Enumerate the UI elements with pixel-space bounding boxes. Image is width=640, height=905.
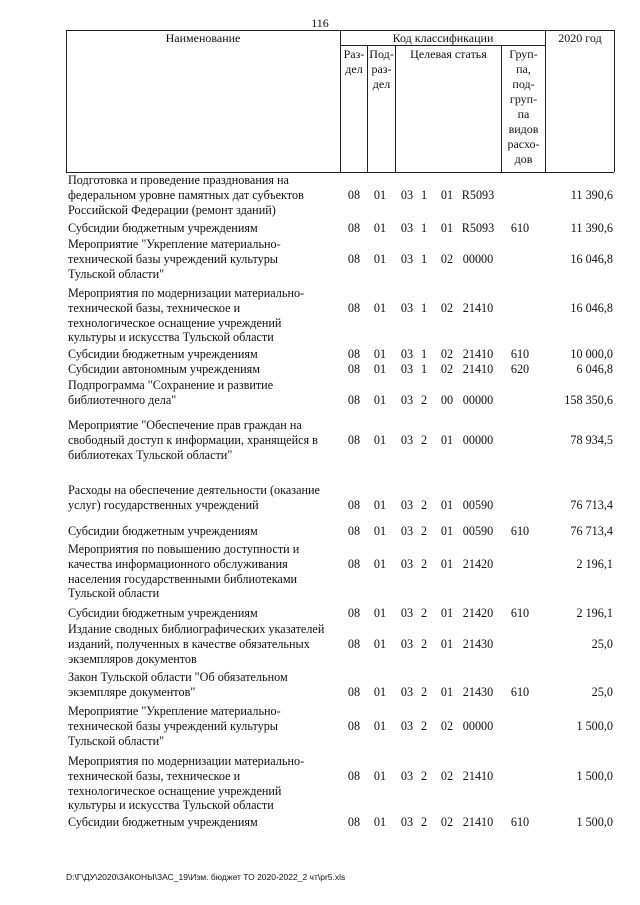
row-name-line: Тульской области" xyxy=(68,266,165,281)
header-right-border xyxy=(614,30,615,172)
row-name-line: культуры и искусства Тульской области xyxy=(68,798,274,813)
row-code-vr: 610 xyxy=(510,221,530,235)
row-code-c1: 03 xyxy=(400,556,414,571)
row-name-line: культуры и искусства Тульской области xyxy=(68,330,274,345)
row-code-c2: 2 xyxy=(420,497,428,512)
row-code-c2: 1 xyxy=(420,221,428,235)
row-name-line: Субсидии бюджетным учреждениям xyxy=(68,815,258,829)
row-name-line: Мероприятие "Укрепление материально- xyxy=(68,237,281,251)
row-name-line: технологическое оснащение учреждений xyxy=(68,315,282,330)
header-expense-group xyxy=(502,47,545,167)
row-code-rz: 08 xyxy=(347,606,361,620)
row-code-c3: 02 xyxy=(440,815,454,829)
row-code-c1: 03 xyxy=(400,347,414,361)
row-code-c1: 03 xyxy=(400,187,414,202)
row-amount: 25,0 xyxy=(591,684,613,699)
row-code-c4: 00000 xyxy=(462,718,494,733)
header-group-line: расхо- xyxy=(507,137,540,151)
row-code-pr: 01 xyxy=(373,556,387,571)
row-code-rz: 08 xyxy=(347,347,361,361)
row-code-rz: 08 xyxy=(347,768,361,783)
row-name-line: Тульской области" xyxy=(68,733,165,748)
row-name-line: населения государственными библиотеками xyxy=(68,571,298,586)
row-code-c4: 21410 xyxy=(462,362,494,376)
row-name-line: Субсидии автономным учреждениям xyxy=(68,362,260,376)
row-code-c1: 03 xyxy=(400,392,414,407)
row-code-rz: 08 xyxy=(347,718,361,733)
row-code-pr: 01 xyxy=(373,187,387,202)
row-code-vr: 610 xyxy=(510,815,530,829)
row-code-c4: 21410 xyxy=(462,300,494,315)
row-name-line: Подпрограмма "Сохранение и развитие xyxy=(68,378,274,392)
row-name xyxy=(68,670,340,700)
row-code-c1: 03 xyxy=(400,606,414,620)
header-group-line: па xyxy=(517,107,530,121)
row-code-c2: 2 xyxy=(420,556,428,571)
row-code-c4: R5093 xyxy=(461,221,495,235)
row-code-pr: 01 xyxy=(373,606,387,620)
row-code-rz: 08 xyxy=(347,524,361,538)
row-name xyxy=(68,704,340,748)
row-name-line: изданий, полученных в качестве обязательных xyxy=(68,636,310,651)
row-name xyxy=(68,754,340,813)
row-amount: 158 350,6 xyxy=(564,392,613,407)
row-code-c3: 02 xyxy=(440,251,454,266)
row-name xyxy=(68,622,340,666)
header-razdel-line: Раз- xyxy=(343,47,365,61)
row-code-rz: 08 xyxy=(347,636,361,651)
row-code-c4: 21430 xyxy=(462,636,494,651)
row-code-c2: 2 xyxy=(420,432,428,447)
row-code-c4: 00000 xyxy=(462,392,494,407)
header-group-line: дов xyxy=(514,152,533,166)
row-code-pr: 01 xyxy=(373,392,387,407)
row-name xyxy=(68,286,340,345)
row-code-c3: 02 xyxy=(440,362,454,376)
header-razdel xyxy=(341,47,367,77)
row-name-line: Субсидии бюджетным учреждениям xyxy=(68,524,258,538)
row-code-c1: 03 xyxy=(400,251,414,266)
row-name xyxy=(68,542,340,601)
row-code-pr: 01 xyxy=(373,636,387,651)
row-code-c4: R5093 xyxy=(461,187,495,202)
row-code-rz: 08 xyxy=(347,497,361,512)
row-code-c1: 03 xyxy=(400,524,414,538)
row-name-line: Тульской области xyxy=(68,586,160,601)
header-group-line: под- xyxy=(512,77,535,91)
row-amount: 11 390,6 xyxy=(570,221,613,235)
row-code-pr: 01 xyxy=(373,718,387,733)
header-divider-year xyxy=(545,30,546,172)
row-name xyxy=(68,362,340,377)
row-code-c2: 1 xyxy=(420,300,428,315)
row-code-c2: 1 xyxy=(420,187,428,202)
row-code-c4: 21430 xyxy=(462,684,494,699)
row-name-line: технической базы, техническое и xyxy=(68,300,241,315)
row-code-c3: 01 xyxy=(440,497,454,512)
row-code-pr: 01 xyxy=(373,815,387,829)
row-code-c1: 03 xyxy=(400,768,414,783)
row-amount: 16 046,8 xyxy=(570,251,613,266)
row-code-c2: 2 xyxy=(420,392,428,407)
row-name xyxy=(68,524,340,539)
row-name xyxy=(68,483,340,513)
header-year: 2020 год xyxy=(558,31,602,45)
row-code-c2: 2 xyxy=(420,768,428,783)
row-code-c1: 03 xyxy=(400,815,414,829)
row-name xyxy=(68,347,340,362)
row-code-c4: 21420 xyxy=(462,556,494,571)
row-code-c2: 2 xyxy=(420,524,428,538)
row-code-pr: 01 xyxy=(373,347,387,361)
row-code-rz: 08 xyxy=(347,187,361,202)
row-code-c1: 03 xyxy=(400,718,414,733)
row-code-c4: 00590 xyxy=(462,497,494,512)
row-code-c3: 01 xyxy=(440,556,454,571)
row-name-line: Расходы на обеспечение деятельности (оказание xyxy=(68,483,320,497)
row-name-line: качества информационного обслуживания xyxy=(68,556,288,571)
page-number: 116 xyxy=(311,16,329,30)
row-name xyxy=(68,221,340,236)
row-code-pr: 01 xyxy=(373,251,387,266)
row-code-vr: 620 xyxy=(510,362,530,376)
row-amount: 1 500,0 xyxy=(576,815,613,829)
row-code-pr: 01 xyxy=(373,768,387,783)
row-code-rz: 08 xyxy=(347,221,361,235)
row-code-pr: 01 xyxy=(373,300,387,315)
header-podrazdel-line: дел xyxy=(372,77,391,91)
row-code-rz: 08 xyxy=(347,362,361,376)
header-left-border xyxy=(66,30,67,172)
row-code-c2: 2 xyxy=(420,606,428,620)
row-code-c4: 21410 xyxy=(462,815,494,829)
row-name-line: технологическое оснащение учреждений xyxy=(68,783,282,798)
row-name xyxy=(68,418,340,462)
header-razdel-line: дел xyxy=(345,62,363,76)
row-name-line: Российской Федерации (ремонт зданий) xyxy=(68,202,276,217)
row-amount: 16 046,8 xyxy=(570,300,613,315)
row-code-c1: 03 xyxy=(400,221,414,235)
row-code-c2: 2 xyxy=(420,718,428,733)
header-podrazdel-line: раз- xyxy=(371,62,392,76)
row-name-line: Субсидии бюджетным учреждениям xyxy=(68,221,258,235)
row-code-rz: 08 xyxy=(347,684,361,699)
header-group-line: груп- xyxy=(509,92,538,106)
row-code-c1: 03 xyxy=(400,362,414,376)
row-code-rz: 08 xyxy=(347,300,361,315)
row-code-c1: 03 xyxy=(400,684,414,699)
row-name-line: экземпляре документов" xyxy=(68,684,196,699)
row-code-pr: 01 xyxy=(373,432,387,447)
row-name-line: Мероприятие "Укрепление материально- xyxy=(68,704,281,718)
row-name xyxy=(68,173,340,217)
row-name-line: Мероприятия по повышению доступности и xyxy=(68,542,300,556)
row-name xyxy=(68,815,340,830)
row-code-c3: 01 xyxy=(440,524,454,538)
row-code-pr: 01 xyxy=(373,497,387,512)
row-code-rz: 08 xyxy=(347,432,361,447)
row-code-vr: 610 xyxy=(510,684,530,699)
row-name-line: Субсидии бюджетным учреждениям xyxy=(68,347,258,361)
row-code-c4: 21410 xyxy=(462,768,494,783)
row-amount: 2 196,1 xyxy=(576,606,613,620)
row-code-c4: 00590 xyxy=(462,524,494,538)
row-amount: 10 000,0 xyxy=(570,347,613,361)
header-podrazdel xyxy=(368,47,395,92)
row-code-c1: 03 xyxy=(400,432,414,447)
row-name-line: Подготовка и проведение празднования на xyxy=(68,173,289,187)
row-code-c4: 21420 xyxy=(462,606,494,620)
row-code-c3: 02 xyxy=(440,768,454,783)
row-amount: 25,0 xyxy=(591,636,613,651)
row-amount: 2 196,1 xyxy=(576,556,613,571)
header-podrazdel-line: Под- xyxy=(369,47,394,61)
header-divider-podrazdel xyxy=(395,45,396,172)
row-code-c2: 1 xyxy=(420,251,428,266)
header-group-line: па, xyxy=(516,62,531,76)
row-code-pr: 01 xyxy=(373,221,387,235)
header-group-line: Груп- xyxy=(509,47,538,61)
row-name-line: Мероприятия по модернизации материально- xyxy=(68,754,305,768)
row-code-pr: 01 xyxy=(373,362,387,376)
row-code-c2: 2 xyxy=(420,684,428,699)
row-code-c4: 21410 xyxy=(462,347,494,361)
row-name xyxy=(68,606,340,621)
row-code-c4: 00000 xyxy=(462,432,494,447)
row-name-line: Издание сводных библиографических указателей xyxy=(68,622,325,636)
row-code-c2: 1 xyxy=(420,362,428,376)
header-group-line: видов xyxy=(508,122,539,136)
row-name-line: библиотечного дела" xyxy=(68,392,177,407)
row-name-line: технической базы, техническое и xyxy=(68,768,241,783)
row-code-vr: 610 xyxy=(510,347,530,361)
row-code-c1: 03 xyxy=(400,497,414,512)
row-name-line: технической базы учреждений культуры xyxy=(68,718,278,733)
row-name-line: федеральном уровне памятных дат субъектов xyxy=(68,187,304,202)
row-name-line: Закон Тульской области "Об обязательном xyxy=(68,670,288,684)
row-amount: 78 934,5 xyxy=(570,432,613,447)
row-code-c3: 02 xyxy=(440,718,454,733)
row-name xyxy=(68,237,340,281)
row-code-c3: 02 xyxy=(440,300,454,315)
row-code-c1: 03 xyxy=(400,300,414,315)
row-amount: 6 046,8 xyxy=(576,362,613,376)
row-code-c2: 2 xyxy=(420,636,428,651)
row-code-c3: 01 xyxy=(440,636,454,651)
row-code-c3: 02 xyxy=(440,347,454,361)
row-amount: 1 500,0 xyxy=(576,718,613,733)
row-amount: 1 500,0 xyxy=(576,768,613,783)
row-code-rz: 08 xyxy=(347,392,361,407)
row-code-rz: 08 xyxy=(347,815,361,829)
file-path-footer: D:\Г\ДУ\2020\ЗАКОНЫ\ЗАС_19\Изм. бюджет ТО 2020-2022_2 чт\pr5.xls xyxy=(66,872,346,882)
row-name-line: Мероприятие "Обеспечение прав граждан на xyxy=(68,418,302,432)
row-name xyxy=(68,378,340,408)
row-amount: 76 713,4 xyxy=(570,497,613,512)
row-code-c3: 01 xyxy=(440,187,454,202)
row-code-rz: 08 xyxy=(347,251,361,266)
row-name-line: свободный доступ к информации, хранящейся в xyxy=(68,432,318,447)
row-code-pr: 01 xyxy=(373,684,387,699)
row-code-c3: 00 xyxy=(440,392,454,407)
row-name-line: библиотеках Тульской области" xyxy=(68,447,233,462)
row-code-vr: 610 xyxy=(510,606,530,620)
header-name: Наименование xyxy=(165,31,241,45)
row-code-c3: 01 xyxy=(440,606,454,620)
row-code-c3: 01 xyxy=(440,432,454,447)
row-name-line: технической базы учреждений культуры xyxy=(68,251,278,266)
header-classification: Код классификации xyxy=(392,31,494,45)
header-target-article: Целевая статья xyxy=(410,47,487,61)
row-amount: 11 390,6 xyxy=(570,187,613,202)
row-code-rz: 08 xyxy=(347,556,361,571)
row-name-line: экземпляров документов xyxy=(68,651,197,666)
row-code-c2: 2 xyxy=(420,815,428,829)
row-name-line: Мероприятия по модернизации материально- xyxy=(68,286,305,300)
row-code-c3: 01 xyxy=(440,684,454,699)
row-name-line: Субсидии бюджетным учреждениям xyxy=(68,606,258,620)
row-code-c1: 03 xyxy=(400,636,414,651)
row-code-c4: 00000 xyxy=(462,251,494,266)
row-code-pr: 01 xyxy=(373,524,387,538)
row-code-vr: 610 xyxy=(510,524,530,538)
row-code-c2: 1 xyxy=(420,347,428,361)
row-amount: 76 713,4 xyxy=(570,524,613,538)
row-name-line: услуг) государственных учреждений xyxy=(68,497,259,512)
row-code-c3: 01 xyxy=(440,221,454,235)
